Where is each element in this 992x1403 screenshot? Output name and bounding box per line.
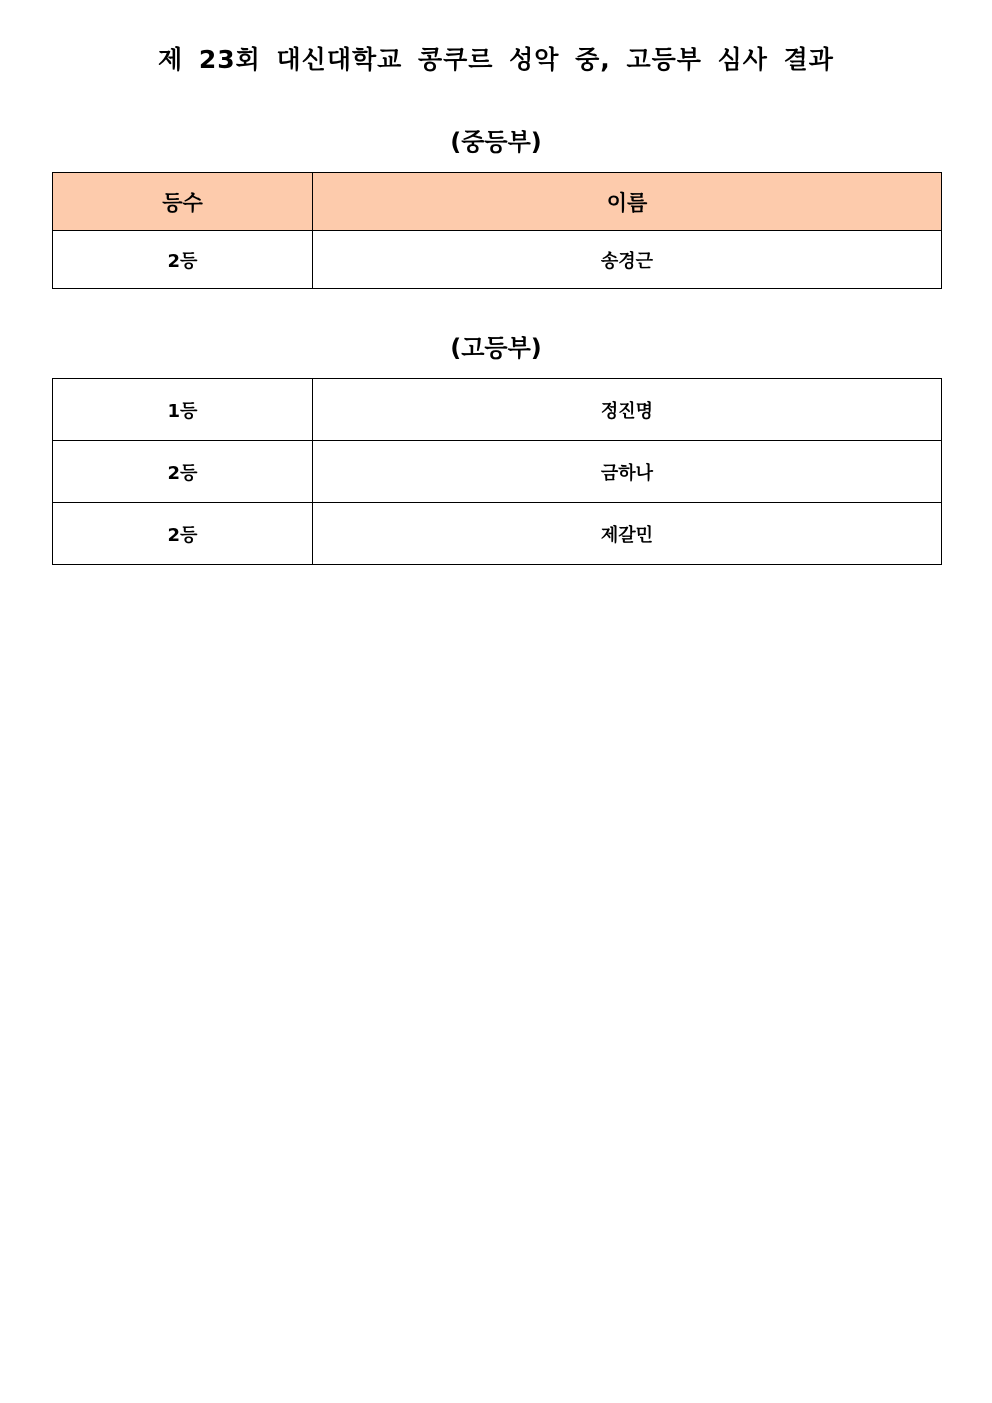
rank-cell: 1등 <box>53 379 313 441</box>
table-header-row <box>53 173 942 231</box>
rank-cell: 2등 <box>53 231 313 289</box>
name-cell: 제갈민 <box>313 503 942 565</box>
name-cell: 금하나 <box>313 441 942 503</box>
middle-school-heading: (중등부) <box>450 128 542 156</box>
rank-column-header: 등수 <box>53 173 313 231</box>
rank-cell: 2등 <box>53 441 313 503</box>
middle-school-results-table <box>52 172 942 289</box>
name-cell: 송경근 <box>313 231 942 289</box>
table-row <box>53 231 942 289</box>
high-school-heading: (고등부) <box>450 334 542 362</box>
document-title: 제 23회 대신대학교 콩쿠르 성악 중, 고등부 심사 결과 <box>158 45 834 74</box>
high-school-results-table <box>52 378 942 565</box>
name-column-header: 이름 <box>313 173 942 231</box>
table-row <box>53 503 942 565</box>
name-cell: 정진명 <box>313 379 942 441</box>
rank-cell: 2등 <box>53 503 313 565</box>
table-row <box>53 441 942 503</box>
table-row <box>53 379 942 441</box>
